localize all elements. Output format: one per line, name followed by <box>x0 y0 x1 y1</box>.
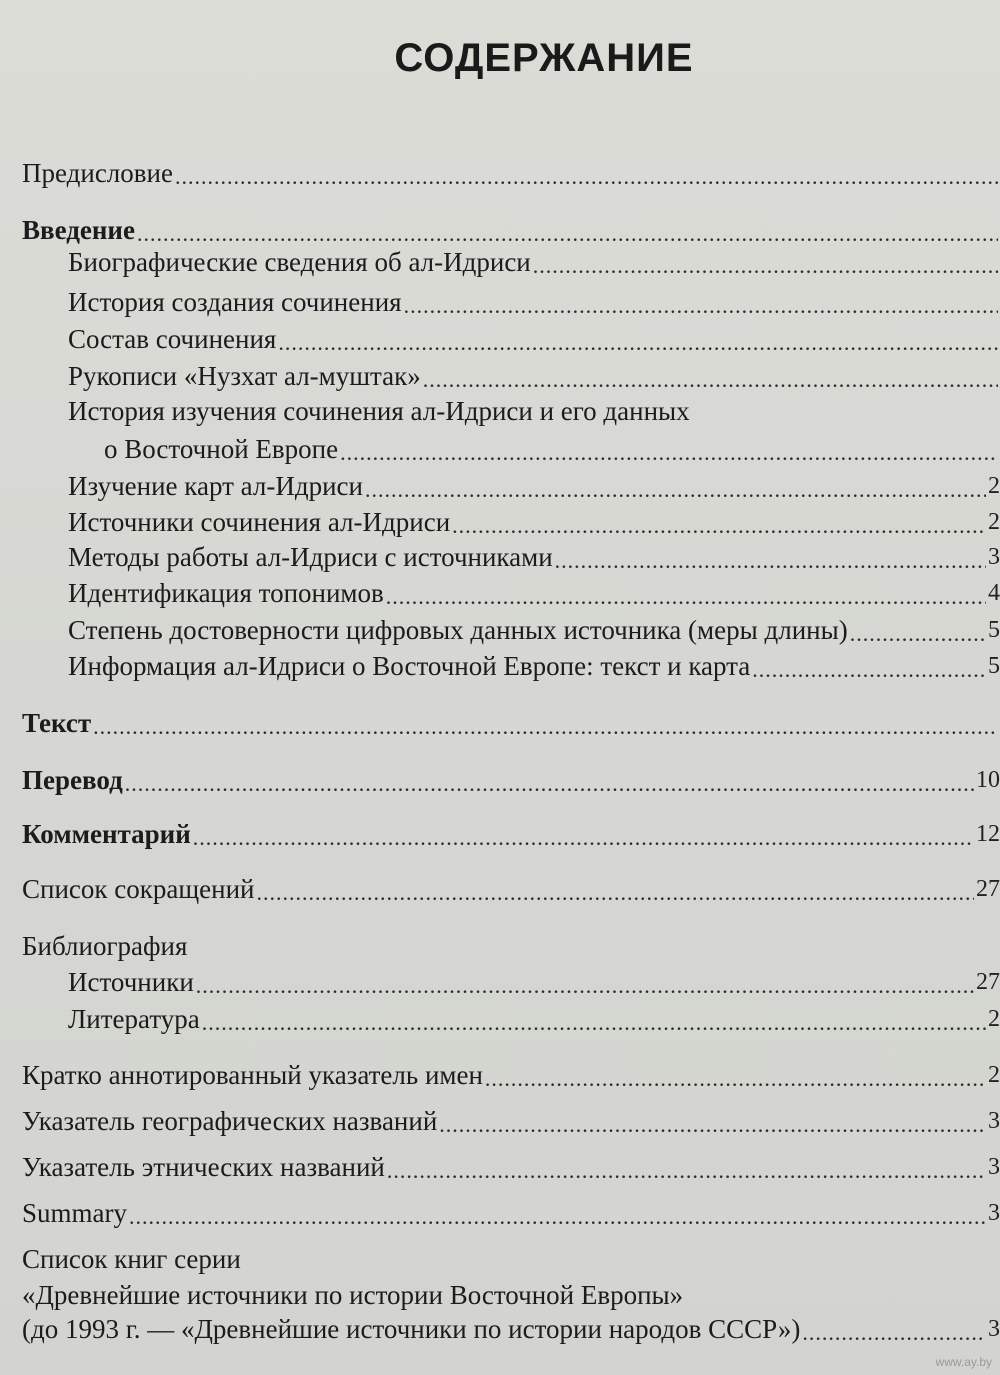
toc-page-number: 2 <box>988 509 1000 535</box>
leader-dots <box>423 369 998 391</box>
toc-entry-text <box>22 708 1000 738</box>
toc-entry-study-history-line1: История изучения сочинения ал-Идриси и его данных <box>68 396 690 426</box>
leader-dots <box>802 1322 986 1344</box>
toc-entry-preface <box>22 158 1000 188</box>
toc-entry-label: Предисловие <box>22 158 173 188</box>
toc-entry-label: Указатель географических названий <box>22 1106 438 1136</box>
watermark: www.ay.by <box>935 1355 992 1369</box>
toc-page-number: 3 <box>988 1200 1000 1226</box>
leader-dots <box>386 586 986 608</box>
leader-dots <box>485 1068 986 1090</box>
toc-entry-label: Указатель этнических названий <box>22 1152 385 1182</box>
toc-page-number: 3 <box>988 544 1000 570</box>
toc-entry-label: Список сокращений <box>22 874 255 904</box>
leader-dots <box>175 166 998 188</box>
leader-dots <box>256 882 974 904</box>
toc-page-number: 5 <box>988 653 1000 679</box>
toc-entry-label: (до 1993 г. — «Древнейшие источники по истории народов СССР») <box>22 1314 801 1344</box>
toc-entry-label: Литература <box>68 1004 200 1034</box>
toc-page-number: 2 <box>988 1006 1000 1032</box>
leader-dots <box>202 1012 986 1034</box>
toc-page-number: 27 <box>976 876 1000 902</box>
toc-entry-label: Перевод <box>22 765 123 795</box>
toc-page-number: 5 <box>988 617 1000 643</box>
toc-entry-bib-sources <box>68 967 1000 997</box>
toc-entry-label: Состав сочинения <box>68 324 277 354</box>
leader-dots <box>278 332 998 354</box>
toc-entry-reliability <box>68 615 1000 645</box>
toc-entry-creation-history <box>68 287 1000 317</box>
toc-page-number: 2 <box>988 473 1000 499</box>
toc-entry-label: Биографические сведения об ал-Идриси <box>68 247 531 277</box>
toc-entry-methods <box>68 542 1000 572</box>
toc-page-number: 3 <box>988 1108 1000 1134</box>
leader-dots <box>439 1114 986 1136</box>
toc-entry-manuscripts <box>68 361 1000 391</box>
toc-entry-label: Рукописи «Нузхат ал-муштак» <box>68 361 421 391</box>
toc-entry-series-line1: Список книг серии <box>22 1244 241 1274</box>
toc-page-number: 12 <box>976 821 1000 847</box>
toc-entry-sources <box>68 507 1000 537</box>
toc-entry-label: Комментарий <box>22 819 191 849</box>
toc-page-number: 27 <box>976 969 1000 995</box>
toc-entry-label: Методы работы ал-Идриси с источниками <box>68 542 553 572</box>
toc-entry-translation <box>22 765 1000 795</box>
toc-entry-commentary <box>22 819 1000 849</box>
toc-entry-label: Источники сочинения ал-Идриси <box>68 507 451 537</box>
leader-dots <box>340 442 998 464</box>
leader-dots <box>193 827 974 849</box>
toc-entry-label: Summary <box>22 1198 127 1228</box>
leader-dots <box>752 659 986 681</box>
leader-dots <box>196 975 974 997</box>
leader-dots <box>850 623 986 645</box>
toc-page-number: 10 <box>976 767 1000 793</box>
leader-dots <box>452 515 986 537</box>
leader-dots <box>125 773 974 795</box>
toc-entry-study-history <box>104 434 1000 464</box>
toc-entry-series-line2: «Древнейшие источники по истории Восточной Европы» <box>22 1280 684 1310</box>
toc-entry-geo-index <box>22 1106 1000 1136</box>
leader-dots <box>365 479 986 501</box>
toc-entry-toponyms <box>68 578 1000 608</box>
toc-entry-label: о Восточной Европе <box>104 434 339 464</box>
leader-dots <box>404 295 998 317</box>
toc-entry-label: Текст <box>22 708 92 738</box>
leader-dots <box>387 1160 986 1182</box>
toc-entry-composition <box>68 324 1000 354</box>
toc-entry-east-europe-info <box>68 651 1000 681</box>
leader-dots <box>137 223 998 245</box>
toc-entry-bib-literature <box>68 1004 1000 1034</box>
toc-entry-label: Введение <box>22 215 135 245</box>
leader-dots <box>555 550 986 572</box>
toc-page-number: 4 <box>988 580 1000 606</box>
toc-entry-label: История создания сочинения <box>68 287 402 317</box>
toc-entry-maps-study <box>68 471 1000 501</box>
toc-entry-series-list <box>22 1314 1000 1344</box>
leader-dots <box>533 255 998 277</box>
toc-page-number: 2 <box>988 1062 1000 1088</box>
toc-entry-names-index <box>22 1060 1000 1090</box>
leader-dots <box>93 716 998 738</box>
leader-dots <box>129 1206 986 1228</box>
toc-entry-summary <box>22 1198 1000 1228</box>
toc-entry-label: Идентификация топонимов <box>68 578 384 608</box>
toc-entry-label: Кратко аннотированный указатель имен <box>22 1060 483 1090</box>
toc-entry-bibliography: Библиография <box>22 931 188 961</box>
toc-entry-label: Изучение карт ал-Идриси <box>68 471 363 501</box>
toc-entry-introduction <box>22 215 1000 245</box>
toc-entry-ethnic-index <box>22 1152 1000 1182</box>
toc-entry-biography <box>68 247 1000 277</box>
toc-entry-label: Степень достоверности цифровых данных источника (меры длины) <box>68 615 848 645</box>
page-title: СОДЕРЖАНИЕ <box>394 36 694 80</box>
toc-entry-label: Источники <box>68 967 194 997</box>
toc-page-number: 3 <box>988 1154 1000 1180</box>
toc-page-number: 3 <box>988 1316 1000 1342</box>
toc-entry-abbreviations <box>22 874 1000 904</box>
toc-entry-label: Информация ал-Идриси о Восточной Европе: текст и карта <box>68 651 751 681</box>
